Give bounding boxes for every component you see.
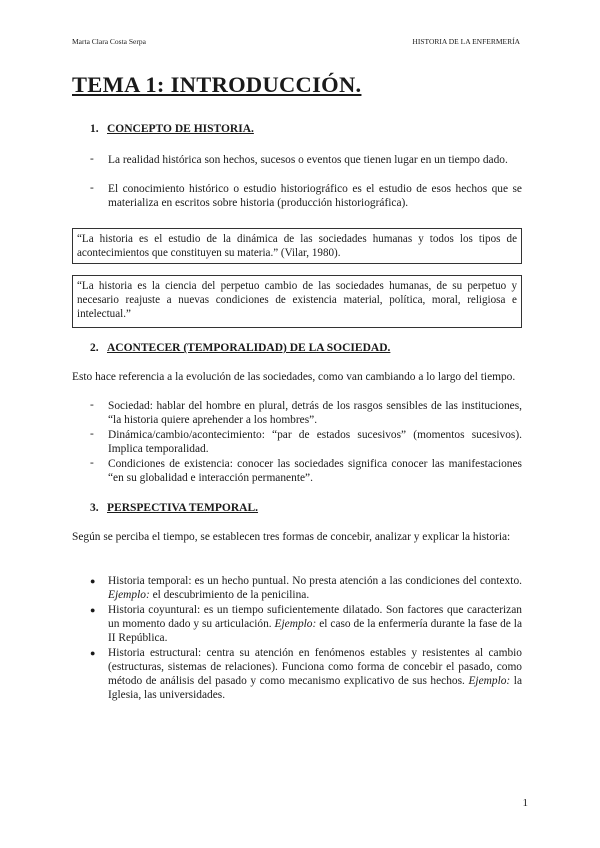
example-text: el descubrimiento de la penicilina. bbox=[149, 589, 310, 601]
example-label: Ejemplo: bbox=[274, 618, 317, 630]
section-number: 3. bbox=[90, 502, 99, 514]
list-dash: - bbox=[90, 182, 94, 194]
example-label: Ejemplo: bbox=[108, 589, 150, 601]
item-text: Historia estructural: centra su atención en fenómenos estables y resistentes al cambio (estructuras, sistemas de relaciones). Funciona como forma de concebir el pasado, como método de análisis del pasado y como mecanismo explicativo de sus hechos. bbox=[108, 647, 522, 687]
list-dash: - bbox=[90, 428, 94, 440]
quote-box-definition: “La historia es la ciencia del perpetuo cambio de las sociedades humanas, de su perpetuo y necesario reajuste a nuevas condiciones de existencia material, política, moral, religiosa e intelectual.” bbox=[72, 275, 522, 328]
section-heading-3 bbox=[90, 502, 258, 514]
section3-intro: Según se perciba el tiempo, se establecen tres formas de concebir, analizar y explicar la historia: bbox=[72, 531, 511, 543]
list-item: Condiciones de existencia: conocer las sociedades significa conocer las manifestaciones “en su globalidad e interacción permanente”. bbox=[108, 458, 522, 484]
section-label: CONCEPTO DE HISTORIA. bbox=[107, 123, 254, 135]
section-heading-1 bbox=[90, 123, 254, 135]
page-number: 1 bbox=[522, 797, 528, 809]
bullet-icon: ● bbox=[90, 576, 96, 586]
list-dash: - bbox=[90, 457, 94, 469]
bullet-icon: ● bbox=[90, 605, 96, 615]
section-number: 1. bbox=[90, 123, 99, 135]
example-text: el caso de la enfermería durante la fase de la II República. bbox=[108, 618, 522, 644]
section-number: 2. bbox=[90, 342, 99, 354]
list-item bbox=[108, 574, 522, 602]
page-title: TEMA 1: INTRODUCCIÓN. bbox=[72, 72, 362, 97]
example-text: la Iglesia, las universidades. bbox=[108, 675, 523, 701]
list-item bbox=[108, 603, 522, 645]
item-text: Historia temporal: es un hecho puntual. No presta atención a las condiciones del contexto. bbox=[108, 575, 522, 587]
example-label: Ejemplo: bbox=[468, 675, 511, 687]
section-heading-2 bbox=[90, 342, 390, 354]
list-item: Dinámica/cambio/acontecimiento: “par de estados sucesivos” (momentos sucesivos). Implica temporalidad. bbox=[108, 429, 522, 455]
list-dash: - bbox=[90, 399, 94, 411]
section-label: PERSPECTIVA TEMPORAL. bbox=[107, 502, 259, 514]
header-author: Marta Clara Costa Serpa bbox=[72, 37, 146, 46]
bullet-icon: ● bbox=[90, 648, 96, 658]
list-item: La realidad histórica son hechos, sucesos o eventos que tienen lugar en un tiempo dado. bbox=[108, 154, 508, 166]
list-item: El conocimiento histórico o estudio historiográfico es el estudio de esos hechos que se materializa en escritos sobre historia (producción historiográfica). bbox=[108, 183, 522, 209]
list-item bbox=[108, 646, 522, 702]
list-item: Sociedad: hablar del hombre en plural, detrás de los rasgos sensibles de las instituciones, “la historia quiere aprehender a los hombres”. bbox=[108, 400, 522, 426]
header-subject: HISTORIA DE LA ENFERMERÍA bbox=[412, 37, 520, 46]
quote-box-vilar: “La historia es el estudio de la dinámica de las sociedades humanas y todos los tipos de acontecimientos que constituyen su materia.” (Vilar, 1980). bbox=[72, 228, 522, 264]
item-text: Historia coyuntural: es un tiempo suficientemente dilatado. Son factores que caracterizan un momento dado y su articulación. bbox=[108, 604, 522, 630]
section2-intro: Esto hace referencia a la evolución de las sociedades, como van cambiando a lo largo del tiempo. bbox=[72, 371, 516, 383]
section-label: ACONTECER (TEMPORALIDAD) DE LA SOCIEDAD. bbox=[107, 342, 391, 354]
list-dash: - bbox=[90, 153, 94, 165]
